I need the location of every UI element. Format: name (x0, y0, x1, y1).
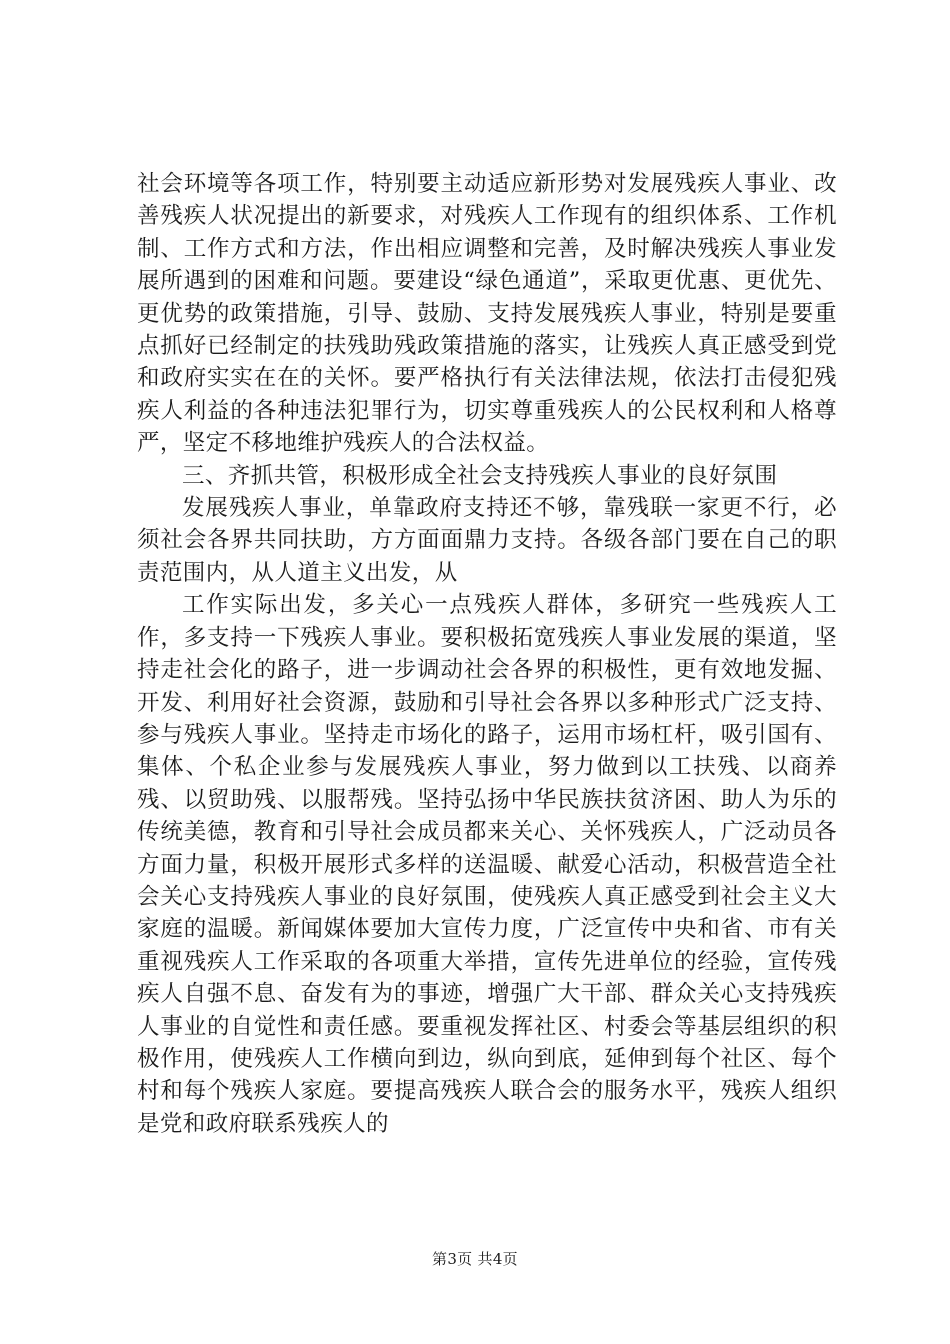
body-paragraph: 发展残疾人事业，单靠政府支持还不够，靠残联一家更不行，必须社会各界共同扶助，方方面面鼎力支持。各级各部门要在自己的职责范围内，从人道主义出发，从 (137, 495, 837, 586)
section-heading: 三、齐抓共管，积极形成全社会支持残疾人事业的良好氛围 (182, 462, 778, 489)
body-paragraph: 社会环境等各项工作，特别要主动适应新形势对发展残疾人事业、改善残疾人状况提出的新要求，对残疾人工作现有的组织体系、工作机制、工作方式和方法，作出相应调整和完善，及时解决残疾人事业发展所遇到的困难和问题。要建设“绿色通道”，采取更优惠、更优先、更优势的政策措施，引导、鼓励、支持发展残疾人事业，特别是要重点抓好已经制定的扶残助残政策措施的落实，让残疾人真正感受到党和政府实实在在的关怀。要严格执行有关法律法规，依法打击侵犯残疾人利益的各种违法犯罪行为，切实尊重残疾人的公民权利和人格尊严，坚定不移地维护残疾人的合法权益。 (137, 171, 837, 457)
page-number-footer: 第3页 共4页 (432, 1250, 518, 1268)
body-paragraph: 工作实际出发，多关心一点残疾人群体，多研究一些残疾人工作，多支持一下残疾人事业。要积极拓宽残疾人事业发展的渠道，坚持走社会化的路子，进一步调动社会各界的积极性，更有效地发掘、开发、利用好社会资源，鼓励和引导社会各界以多种形式广泛支持、参与残疾人事业。坚持走市场化的路子，运用市场杠杆，吸引国有、集体、个私企业参与发展残疾人事业，努力做到以工扶残、以商养残、以贸助残、以服帮残。坚持弘扬中华民族扶贫济困、助人为乐的传统美德，教育和引导社会成员都来关心、关怀残疾人，广泛动员各方面力量，积极开展形式多样的送温暖、献爱心活动，积极营造全社会关心支持残疾人事业的良好氛围，使残疾人真正感受到社会主义大家庭的温暖。新闻媒体要加大宣传力度，广泛宣传中央和省、市有关重视残疾人工作采取的各项重大举措，宣传先进单位的经验，宣传残疾人自强不息、奋发有为的事迹，增强广大干部、群众关心支持残疾人事业的自觉性和责任感。要重视发挥社区、村委会等基层组织的积极作用，使残疾人工作横向到边，纵向到底，延伸到每个社区、每个村和每个残疾人家庭。要提高残疾人联合会的服务水平，残疾人组织是党和政府联系残疾人的 (137, 592, 837, 1137)
document-body (137, 168, 837, 1140)
